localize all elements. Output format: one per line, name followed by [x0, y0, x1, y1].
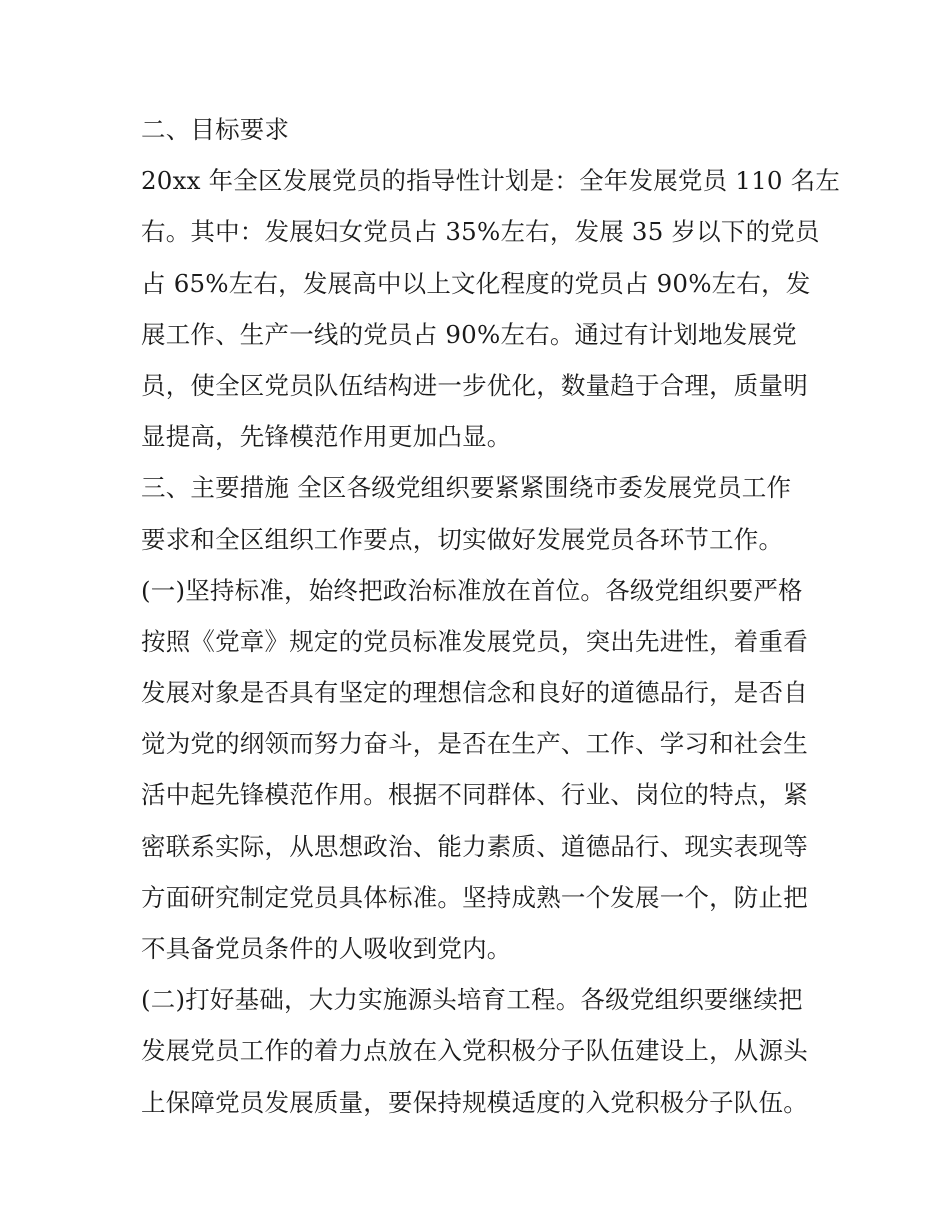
text-line: 不具备党员条件的人吸收到党内。 [141, 934, 512, 963]
text-line: 方面研究制定党员具体标准。坚持成熟一个发展一个，防止把 [141, 882, 808, 912]
text-line: 按照《党章》规定的党员标准发展党员，突出先进性，着重看 [141, 626, 808, 656]
text-line: 上保障党员发展质量，要保持规模适度的入党积极分子队伍。 [141, 1087, 808, 1117]
text-line: 发展对象是否具有坚定的理想信念和良好的道德品行，是否自 [141, 678, 808, 708]
text-line: 员，使全区党员队伍结构进一步优化，数量趋于合理，质量明 [141, 370, 808, 400]
text-line: 展工作、生产一线的党员占 90%左右。通过有计划地发展党 [141, 319, 797, 349]
text-line: 20xx 年全区发展党员的指导性计划是：全年发展党员 110 名左 [141, 166, 841, 196]
text-line: 右。其中：发展妇女党员占 35%左右，发展 35 岁以下的党员 [141, 217, 820, 247]
text-line: 密联系实际，从思想政治、能力素质、道德品行、现实表现等 [141, 831, 808, 861]
text-line: 显提高，先锋模范作用更加凸显。 [141, 422, 512, 452]
text-line: 要求和全区组织工作要点，切实做好发展党员各环节工作。 [141, 524, 784, 554]
text-line: 占 65%左右，发展高中以上文化程度的党员占 90%左右，发 [141, 268, 811, 298]
text-line: 发展党员工作的着力点放在入党积极分子队伍建设上，从源头 [141, 1036, 808, 1066]
section-heading-goals: 二、目标要求 [141, 115, 290, 144]
section-heading-measures: 三、主要措施 全区各级党组织要紧紧围绕市委发展党员工作 [141, 473, 792, 503]
subsection-heading-foundation: (二)打好基础，大力实施源头培育工程。各级党组织要继续把 [141, 985, 803, 1015]
text-line: 觉为党的纲领而努力奋斗，是否在生产、工作、学习和社会生 [141, 729, 808, 759]
document-body [141, 104, 841, 1128]
text-line: 活中起先锋模范作用。根据不同群体、行业、岗位的特点，紧 [141, 780, 808, 810]
subsection-heading-standards: (一)坚持标准，始终把政治标准放在首位。各级党组织要严格 [141, 575, 803, 605]
